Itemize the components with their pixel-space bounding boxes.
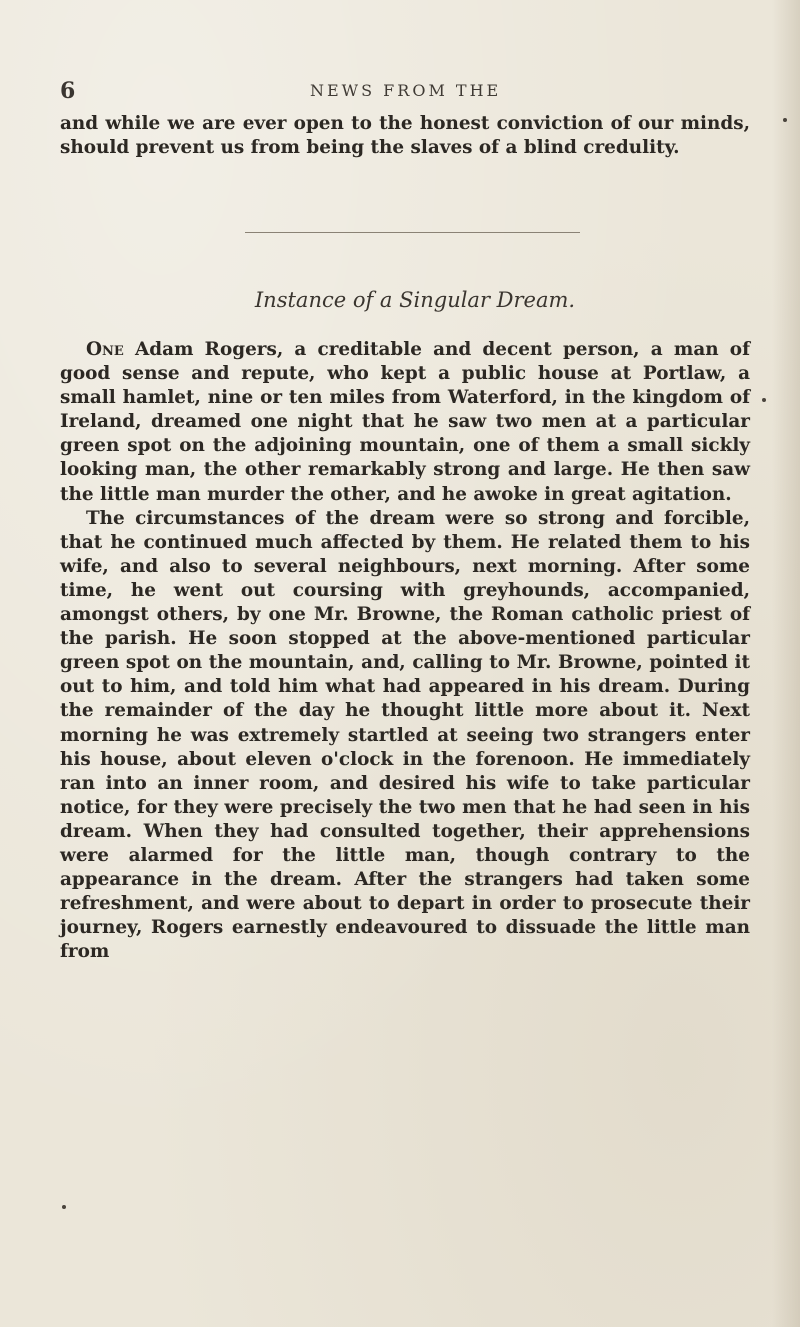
paragraph-1 [60, 338, 750, 507]
ink-speck [762, 398, 766, 402]
intro-paragraph [60, 112, 750, 160]
section-heading: Instance of a Singular Dream. [254, 288, 576, 312]
page-edge-shadow [772, 0, 800, 1327]
paragraph-1-text: Adam Rogers, a creditable and decent person, a man of good sense and repute, who kept a public house at Portlaw, a small hamlet, nine or ten miles from Waterford, in the kingdom of Ireland, dreamed one night that he saw two men at a particular green spot on the adjoining mountain, one of them a small sickly looking man, the other remarkably strong and large. He then saw the little man murder the other, and he awoke in great agitation. [60, 339, 750, 505]
page-number: 6 [60, 78, 76, 104]
running-head-title: NEWS FROM THE [310, 81, 502, 100]
paragraph-2: The circumstances of the dream were so strong and forcible, that he continued much affected by them. He related them to his wife, and also to several neighbours, next morning. After some time, he went out coursing with greyhounds, accompanied, amongst others, by one Mr. Browne, the Roman catholic priest of the parish. He soon stopped at the above-mentioned particular green spot on the mountain, and, calling to Mr. Browne, pointed it out to him, and told him what had appeared in his dream. During the remainder of the day he thought little more about it. Next morning he was extremely startled at seeing two strangers enter his house, about eleven o'clock in the forenoon. He immediately ran into an inner room, and desired his wife to take particular notice, for they were precisely the two men that he had seen in his dream. When they had consulted together, their apprehensions were alarmed for the little man, though contrary to the appearance in the dream. After the strangers had taken some refreshment, and were about to depart in order to prosecute their journey, Rogers earnestly endeavoured to dissuade the little man from [60, 507, 750, 963]
ink-speck [783, 118, 787, 122]
section-body [60, 338, 750, 964]
section-divider [245, 232, 580, 233]
running-head [60, 78, 750, 102]
opening-word: One [86, 339, 124, 360]
intro-text: and while we are ever open to the honest conviction of our minds, should prevent us from being the slaves of a blind credulity. [60, 113, 750, 159]
ink-speck [62, 1205, 66, 1209]
